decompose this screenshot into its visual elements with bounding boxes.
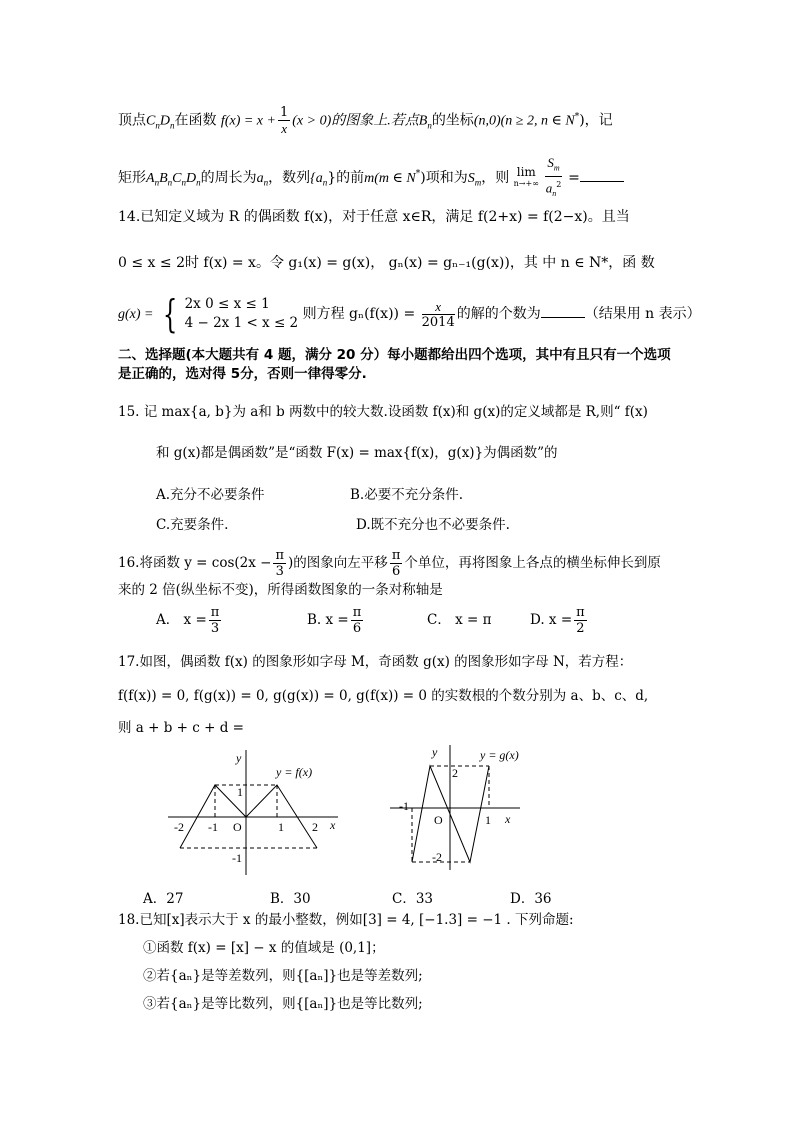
tick-x-minus1: -1 <box>208 820 218 834</box>
q16-option-b <box>307 603 365 637</box>
text: B <box>418 113 428 129</box>
numerator: π <box>275 548 285 563</box>
text: C <box>146 113 156 129</box>
fraction <box>209 605 222 636</box>
text: n <box>322 177 328 188</box>
section-2-line-1: 二、选择题(本大题共有 4 题，满分 20 分）每小题都给出四个选项，其中有且只有一个选项 <box>118 347 671 363</box>
text: 矩形 <box>118 169 146 186</box>
text: A． x = <box>156 612 207 628</box>
text: 则方程 gₙ(f(x)) = <box>302 306 416 322</box>
q15-line-1: 15. 记 max{a, b}为 a和 b 两数中的较大数.设函数 f(x)和 g(x)的定义域都是 R,则“ f(x) <box>118 404 648 420</box>
text: m <box>474 177 482 188</box>
q17-line-2: f(f(x)) = 0, f(g(x)) = 0, g(g(x)) = 0, g(f(x)) = 0 的实数根的个数分别为 a、b、c、d, <box>118 688 649 704</box>
text: = <box>563 169 580 186</box>
denominator: 3 <box>275 564 284 579</box>
text: （结果用 n 表示） <box>584 306 701 322</box>
tick-x-minus1: -1 <box>399 799 409 813</box>
q14-line-1: 14.已知定义域为 R 的偶函数 f(x)，对于任意 x∈R，满足 f(2+x) = f(2−x)。且当 <box>118 209 630 225</box>
text: a <box>256 170 264 186</box>
text: )，记 <box>579 112 613 129</box>
q15-option-d: D.既不充分也不必要条件. <box>356 517 510 533</box>
text: 的周长为 <box>200 169 257 186</box>
answer-blank <box>541 305 585 318</box>
tick-x-1: 1 <box>278 820 284 834</box>
numerator: π <box>391 548 401 563</box>
tick-x-2: 2 <box>312 820 318 834</box>
section-2-line-2: 是正确的，选对得 5分，否则一律得零分. <box>118 366 367 382</box>
lim-label: lim <box>516 164 536 179</box>
piece-2: 4 − 2x 1 < x ≤ 2 <box>184 315 299 331</box>
text: A <box>146 170 155 186</box>
limit <box>514 166 539 190</box>
numerator <box>545 155 561 177</box>
y-axis-label: y <box>236 751 242 765</box>
q15-line-2: 和 g(x)都是偶函数”是“函数 F(x) = max{f(x)，g(x)}为偶函数”的 <box>156 445 558 461</box>
fraction <box>351 605 364 636</box>
tick-y-1: 1 <box>237 785 243 799</box>
x-axis-label: x <box>505 812 511 826</box>
q14-line-3 <box>118 292 701 336</box>
q18-proposition-2: ②若{aₙ}是等差数列，则{[aₙ]}也是等差数列; <box>143 968 423 984</box>
tick-x-minus2: -2 <box>174 820 184 834</box>
answer-blank <box>580 169 624 182</box>
denominator: 3 <box>210 621 220 636</box>
text: C <box>172 170 182 186</box>
text: 个单位，再将图象上各点的横坐标伸长到原 <box>404 555 661 571</box>
origin-label: O <box>434 813 443 827</box>
text: (x) = x + <box>224 113 276 129</box>
graph-g <box>390 740 540 875</box>
q14-line-2: 0 ≤ x ≤ 2时 f(x) = x。令 g₁(x) = g(x)， gₙ(x) = gₙ₋₁(g(x))，其 中 n ∈ N*，函 数 <box>118 255 655 271</box>
denominator: 2014 <box>421 314 455 330</box>
q15-option-c: C.充要条件. <box>156 517 229 533</box>
text: n <box>196 177 201 188</box>
text: a <box>545 179 553 195</box>
x-axis-label: x <box>330 818 336 832</box>
text: n <box>552 188 557 198</box>
text: {a <box>310 170 323 186</box>
text: ，数列 <box>268 169 311 186</box>
numerator: x <box>422 299 455 315</box>
q17-option-c: C．33 <box>392 891 434 907</box>
text: B. x = <box>307 612 349 628</box>
g-label: g(x) = <box>118 307 154 322</box>
text: n <box>263 177 269 188</box>
text: )的图象向左平移 <box>288 555 388 571</box>
brace: { <box>162 292 178 336</box>
text: * <box>574 111 580 122</box>
q18-proposition-1: ①函数 f(x) = [x] − x 的值域是 (0,1]； <box>143 940 385 956</box>
graph-g-title: y = g(x) <box>480 748 519 762</box>
numerator: π <box>576 605 585 620</box>
denominator: 6 <box>352 621 362 636</box>
q13-line-2 <box>118 155 694 201</box>
fraction <box>574 605 587 636</box>
tick-x-1: 1 <box>485 813 491 827</box>
numerator: π <box>352 605 362 620</box>
text: D <box>185 170 197 186</box>
text: 2 <box>556 179 562 189</box>
q17-line-3: 则 a + b + c + d = <box>118 720 244 736</box>
text: n <box>427 120 432 131</box>
text: (n,0)(n ≥ 2, n ∈ N <box>473 113 575 129</box>
q16-line-2: 来的 2 倍(纵坐标不变)，所得函数图象的一条对称轴是 <box>118 582 443 598</box>
piece-1: 2x 0 ≤ x ≤ 1 <box>184 296 270 312</box>
text: }的前 <box>327 169 365 186</box>
text: n <box>181 177 186 188</box>
numerator: π <box>210 605 220 620</box>
graph-f-title: y = f(x) <box>276 765 313 779</box>
text: 的坐标 <box>431 112 474 129</box>
denominator: 6 <box>391 564 401 579</box>
denominator <box>545 177 561 201</box>
q17-option-d: D．36 <box>510 891 552 907</box>
text: B <box>159 170 168 186</box>
tick-y-minus1: -1 <box>232 851 242 865</box>
text: )项和为 <box>420 169 468 186</box>
text: n <box>167 177 173 188</box>
fraction <box>273 548 286 579</box>
fraction <box>422 299 455 330</box>
q18-proposition-3: ③若{aₙ}是等比数列，则{[aₙ]}也是等比数列; <box>143 996 423 1012</box>
fraction <box>545 155 561 201</box>
text: 16.将函数 y = cos(2x − <box>118 555 272 571</box>
text: D. x = <box>530 612 573 628</box>
text: 顶点 <box>118 112 146 129</box>
q13-line-1 <box>118 105 694 136</box>
q16-option-a <box>156 603 223 637</box>
text: n <box>154 177 160 188</box>
text: 在函数 <box>174 112 217 129</box>
numerator: 1 <box>279 105 289 120</box>
text: (x > 0)的图象上.若点 <box>292 113 419 129</box>
lim-sub: n→+∞ <box>513 178 539 188</box>
q16-line-1 <box>118 546 694 580</box>
text: 的解的个数为 <box>456 306 541 322</box>
q15-option-a: A.充分不必要条件 <box>156 487 265 503</box>
text: m <box>553 163 560 173</box>
q15-option-b: B.必要不充分条件. <box>350 487 464 503</box>
text: S <box>547 155 554 170</box>
tick-y-minus2: -2 <box>432 850 442 864</box>
text: n <box>155 120 160 131</box>
y-axis-label: y <box>432 745 438 759</box>
text: D <box>159 113 170 129</box>
text: f <box>220 113 225 129</box>
text: (m ∈ N <box>374 170 416 186</box>
denominator: x <box>281 121 287 136</box>
text: n <box>169 120 175 131</box>
q17-option-a: A．27 <box>143 891 184 907</box>
piecewise <box>185 295 299 333</box>
q16-option-c: C． x = π <box>427 612 492 628</box>
text: m <box>364 170 375 186</box>
q17-line-1: 17.如图，偶函数 f(x) 的图象形如字母 M，奇函数 g(x) 的图象形如字母 N，若方程： <box>118 654 633 670</box>
fraction <box>390 548 403 579</box>
text: S <box>467 170 475 186</box>
q18-line-1: 18.已知[x]表示大于 x 的最小整数，例如[3] = 4, [−1.3] = −1 . 下列命题: <box>118 912 574 928</box>
graph-f <box>160 745 350 880</box>
tick-y-2: 2 <box>452 766 458 780</box>
text: * <box>415 169 421 180</box>
text: ，则 <box>481 169 510 186</box>
fraction <box>278 105 290 136</box>
q16-option-d <box>530 603 589 637</box>
q17-option-b: B．30 <box>270 891 311 907</box>
origin-label: O <box>233 820 242 834</box>
denominator: 2 <box>576 621 585 636</box>
